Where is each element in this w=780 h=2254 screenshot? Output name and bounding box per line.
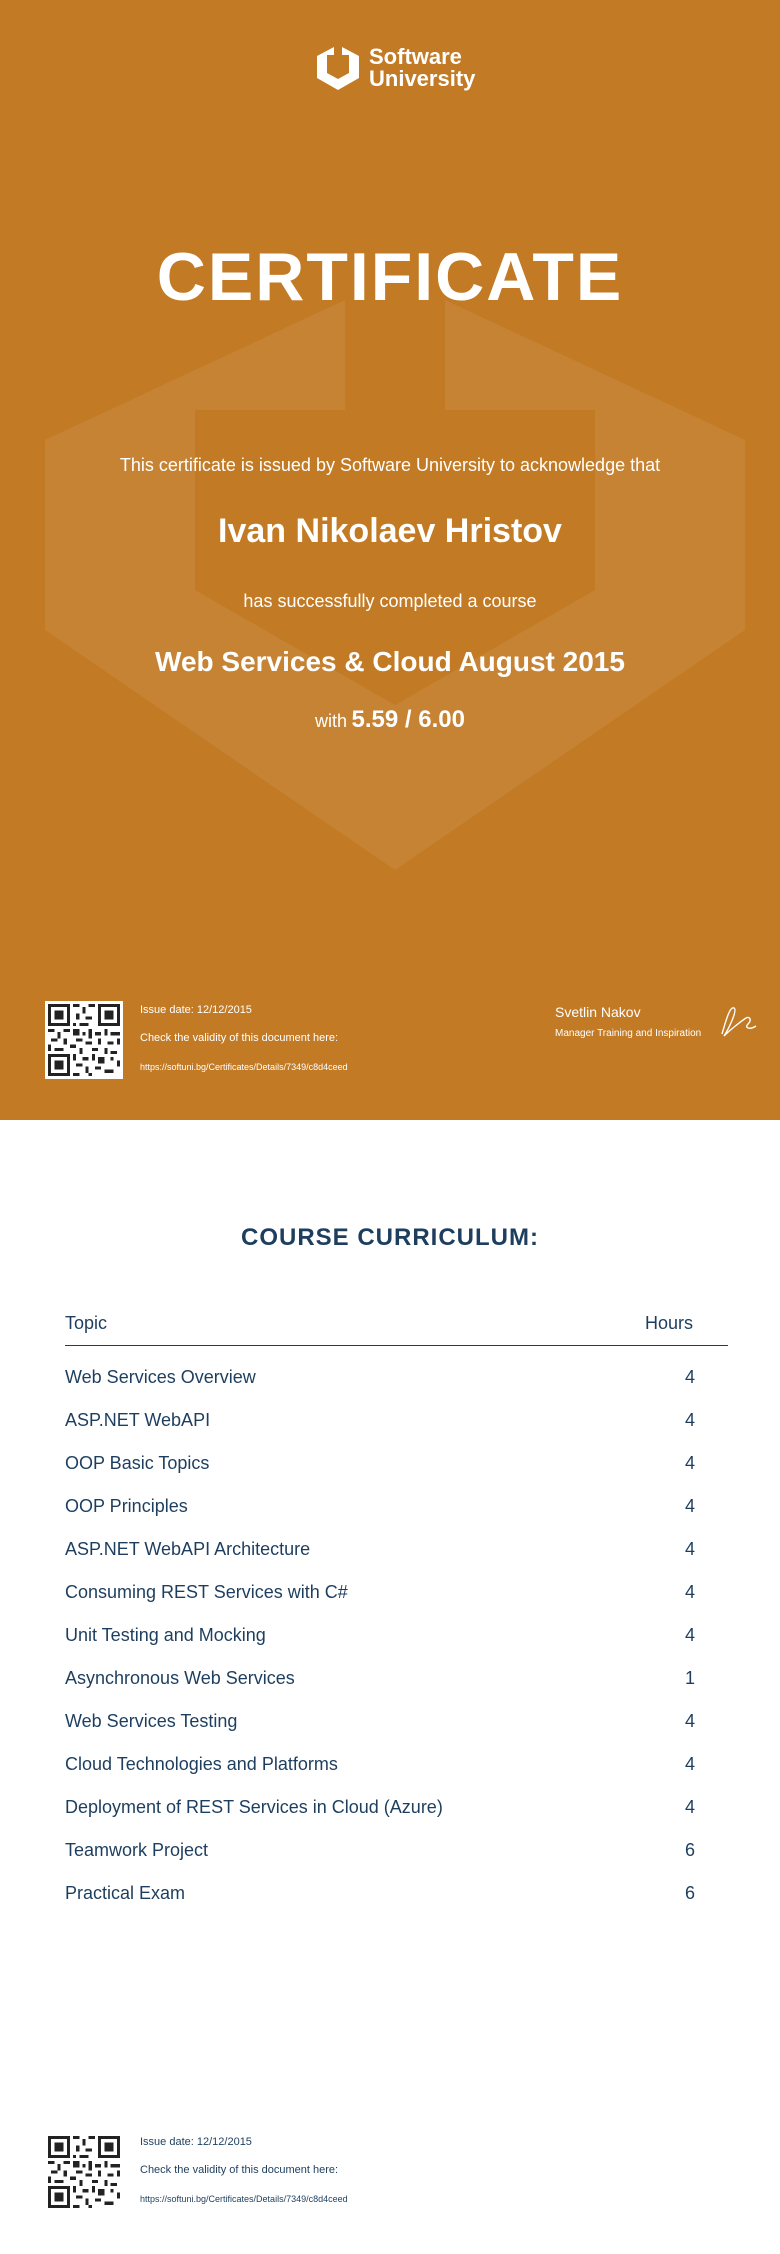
row-hours: 1 [684,1668,695,1688]
row-topic: Teamwork Project [65,1840,209,1860]
logo-text-line2: University [369,66,476,91]
row-hours: 4 [684,1410,695,1430]
row-topic: Cloud Technologies and Platforms [65,1754,338,1774]
table-row [65,1840,695,1870]
header-topic: Topic [65,1313,108,1333]
row-hours: 6 [684,1883,695,1903]
row-topic: OOP Basic Topics [65,1453,210,1473]
recipient-name: Ivan Nikolaev Hristov [218,512,562,550]
watermark-logo-icon [45,300,745,870]
certificate-title: CERTIFICATE [156,239,624,315]
row-hours: 4 [684,1797,695,1817]
table-row [65,1410,695,1440]
logo-text-line1: Software [369,44,462,69]
row-topic: Consuming REST Services with C# [65,1582,348,1602]
row-hours: 4 [684,1711,695,1731]
acknowledgement-text: This certificate is issued by Software University to acknowledge that [119,455,661,475]
logo [315,42,475,94]
table-row [65,1367,695,1397]
table-row [65,1711,695,1741]
grade-prefix: with [315,711,348,731]
row-topic: Asynchronous Web Services [65,1668,295,1688]
row-topic: Practical Exam [65,1883,186,1903]
signer-name: Svetlin Nakov [555,1004,641,1020]
table-row [65,1496,695,1526]
row-hours: 4 [684,1625,695,1645]
row-hours: 4 [684,1367,695,1387]
curriculum-title: COURSE CURRICULUM: [241,1224,539,1251]
row-topic: OOP Principles [65,1496,188,1516]
table-row [65,1453,695,1483]
row-hours: 4 [684,1496,695,1516]
row-hours: 4 [684,1582,695,1602]
row-topic: Web Services Testing [65,1711,238,1731]
certificate-panel [0,0,780,1120]
header-hours: Hours [644,1313,693,1333]
table-row [65,1625,695,1655]
table-row [65,1797,695,1827]
row-hours: 4 [684,1754,695,1774]
table-row [65,1582,695,1612]
signature-icon [716,1000,758,1040]
table-row [65,1539,695,1569]
row-hours: 4 [684,1453,695,1473]
table-row [65,1668,695,1698]
grade-line [0,706,780,734]
footer-validity-text: Check the validity of this document here: [140,2164,339,2176]
course-name: Web Services & Cloud August 2015 [155,646,625,677]
signer-role: Manager Training and Inspiration [555,1028,702,1039]
row-topic: Web Services Overview [65,1367,256,1387]
grade-value: 5.59 / 6.00 [351,706,465,733]
qr-code-icon[interactable] [45,1001,123,1079]
validity-text: Check the validity of this document here: [140,1032,339,1044]
row-topic: Unit Testing and Mocking [65,1625,266,1645]
curriculum-table-header [65,1313,728,1346]
table-row [65,1883,695,1913]
qr-code-icon[interactable] [45,2133,123,2211]
row-topic: ASP.NET WebAPI [65,1410,211,1430]
row-topic: Deployment of REST Services in Cloud (Azure) [65,1797,443,1817]
softuni-logo-icon [315,45,361,91]
row-hours: 6 [684,1840,695,1860]
completion-text: has successfully completed a course [243,591,537,611]
row-hours: 4 [684,1539,695,1559]
table-row [65,1754,695,1784]
footer-issue-date: Issue date: 12/12/2015 [140,2136,252,2148]
validity-link[interactable]: https://softuni.bg/Certificates/Details/7349/c8d4ceed [140,1062,348,1072]
issue-date: Issue date: 12/12/2015 [140,1004,252,1016]
footer-validity-link[interactable]: https://softuni.bg/Certificates/Details/7349/c8d4ceed [140,2194,348,2204]
row-topic: ASP.NET WebAPI Architecture [65,1539,311,1559]
